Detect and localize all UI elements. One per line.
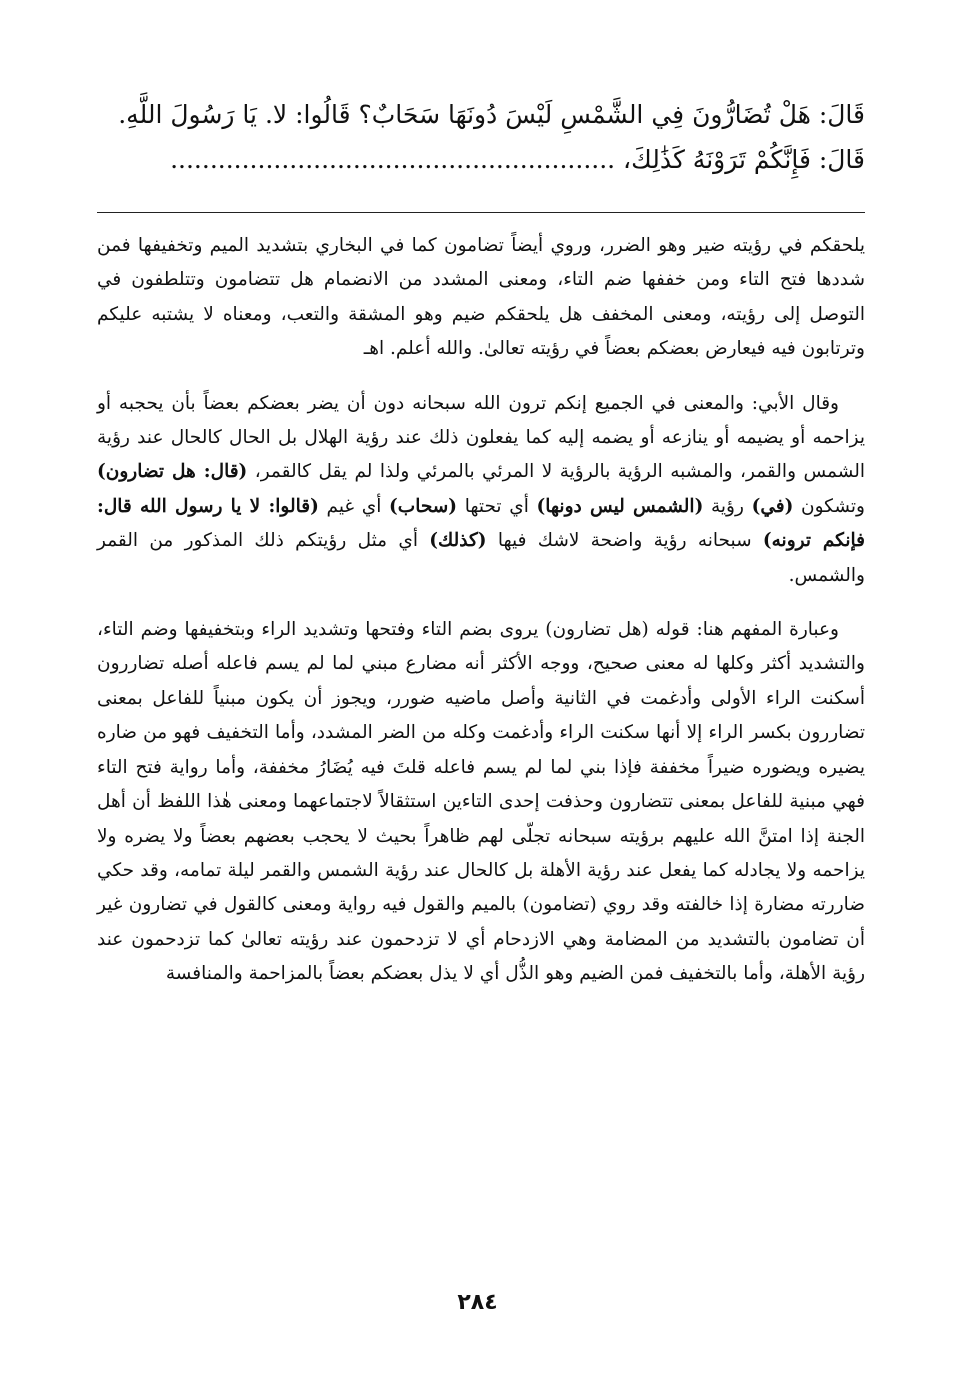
bold-quote: (الشمس ليس دونها)	[536, 495, 704, 517]
text-run: وقال الأبي: والمعنى في الجميع إنكم ترون الله سبحانه دون أن يضر بعضكم بعضاً بأن يحجبه أو يزاحمه أو يضيمه أو ينازعه أو يضمه إليه كما يفعلون ذلك عند رؤية الهلال بل الحال كالحال عند رؤية الشمس والقمر، والمشبه الرؤية بالرؤية لا المرئي بالمرئي ولذا لم يقل كالقمر،	[97, 392, 866, 483]
hadith-line-2: قَالَ: فَإِنَّكُمْ تَرَوْنَهُ كَذَٰلِكَ، ........................................................	[170, 145, 865, 174]
bold-quote: (قال: هل تضارون)	[97, 461, 248, 483]
commentary-text	[97, 229, 865, 1012]
bold-quote: (سحاب)	[389, 495, 458, 517]
hadith-text	[95, 92, 865, 182]
commentary-paragraph-3: وعبارة المفهم هنا: قوله (هل تضارون) يروى بضم التاء وفتحها وتشديد الراء وبتخفيفها وضم التاء، والتشديد أكثر وكلها له معنى صحيح، ووجه الأكثر أنه مضارع مبني لما لم يسم فاعله أصله تضاررون أسكنت الراء الأولى وأدغمت في الثانية وأصل ماضيه ضورر، ويجوز أن يكون مبنياً للفاعل بمعنى تضاررون بكسر الراء إلا أنها سكنت الراء وأدغمت وكله من الضر المشدد، وأما التخفيف فهو من ضاره يضيره ويضوره ضيراً مخففة فإذا بني لما لم يسم فاعله قلتَ فيه يُضَارُ مخففة، وأما رواية فتح التاء فهي مبنية للفاعل بمعنى تتضارون وحذفت إحدى التاءين استثقالاً لاجتماعهما ومعنى هٰذا اللفظ أن أهل الجنة إذا امتنَّ الله عليهم برؤيته سبحانه تجلّى لهم ظاهراً بحيث لا يحجب بعضهم بعضاً ولا يضره ولا يزاحمه ولا يجادله كما يفعل عند رؤية الأهلة بل كالحال عند رؤية الشمس والقمر ليلة تمامه، وقد حكي ضاررته مضارة إذا خالفته وقد روي (تضامون) بالميم والقول فيه رواية ومعنى كالقول في تضارون غير أن تضامون بالتشديد من المضامة وهي الازدحام أي لا تزدحمون عند رؤيته تعالىٰ كما تزدحمون عند رؤية الأهلة، وأما بالتخفيف فمن الضيم وهو الذُّل أي لا يذل بعضكم بعضاً بالمزاحمة والمنافسة	[97, 619, 865, 985]
bold-quote: (في)	[751, 495, 794, 517]
commentary-paragraph-2	[97, 387, 865, 593]
text-run: سبحانه رؤية واضحة لاشك فيها	[486, 530, 763, 552]
text-run: أي تحتها	[457, 495, 537, 517]
text-run: أي مثل رؤيتكم ذلك المذكور من القمر والشمس.	[97, 530, 865, 586]
bold-quote: (قالوا: لا يا رسول الله قال: فإنكم ترونه)	[97, 495, 865, 552]
page-number: ٢٨٤	[457, 1290, 498, 1315]
text-run: رؤية	[703, 495, 752, 517]
hadith-line-1: قَالَ: هَلْ تُضَارُّونَ فِي الشَّمْسِ لَيْسَ دُونَهَا سَحَابٌ؟ قَالُوا: لا. يَا رَسُولَ اللَّهِ.	[118, 100, 865, 129]
commentary-paragraph-1: يلحقكم في رؤيته ضير وهو الضرر، وروي أيضاً تضامون كما في البخاري بتشديد الميم وتخفيفها فمن شددها فتح التاء ومن خففها ضم التاء، ومعنى المشدد من الانضمام هل تتضامون وتتلطفون في التوصل إلى رؤيته، ومعنى المخفف هل يلحقكم ضيم وهو المشقة والتعب، ومعناه لا يشتبه عليكم وترتابون فيه فيعارض بعضكم بعضاً في رؤيته تعالىٰ. والله أعلم. اهـ	[97, 235, 866, 360]
footnote-divider	[97, 212, 865, 213]
text-run: أي غيم	[318, 495, 390, 517]
bold-quote: (كذلك)	[429, 530, 487, 552]
text-run: وتشكون	[793, 495, 865, 517]
